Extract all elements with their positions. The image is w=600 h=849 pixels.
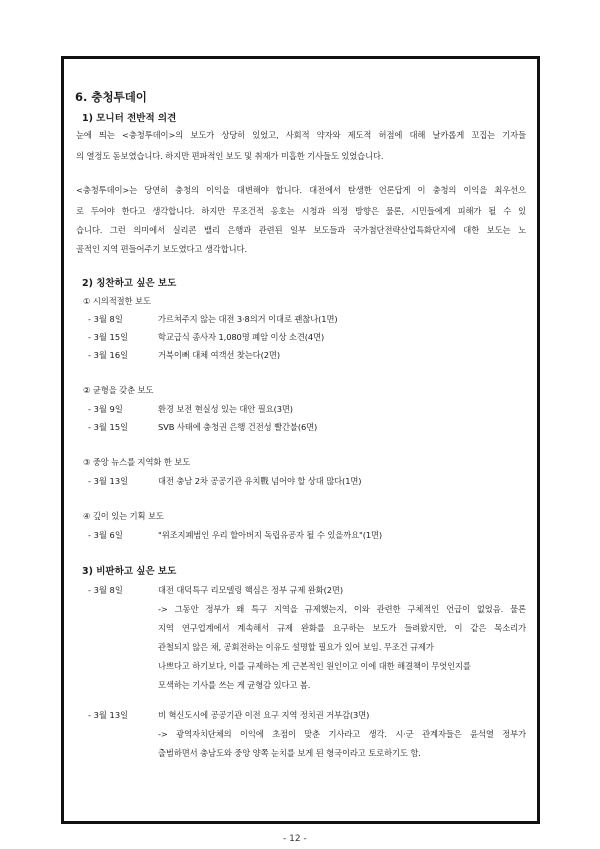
praise-item-date: - 3월 15일 (88, 422, 129, 432)
praise-group-title: ① 시의적절한 보도 (83, 296, 151, 306)
praise-item-date: - 3월 9일 (88, 404, 123, 414)
criticism-item-line: 출범하면서 충남도와 중앙 양쪽 눈치를 보게 된 형국이라고 토로하기도 함. (158, 748, 421, 758)
criticism-item-title: 대전 대덕특구 리모델링 핵심은 정부 규제 완화(2면) (158, 585, 343, 595)
criticism-item-line: -> 그동안 정부가 왜 특구 지역을 규제했는지, 이와 관련한 구체적인 언급이 없었음. 물론 (158, 604, 526, 614)
monitor-para2-line: 로 두어야 한다고 생각합니다. 하지만 무조건적 옹호는 시청과 의정 방향은 물론, 시민들에게 피해가 될 수 있 (76, 206, 526, 216)
criticism-item-title: 비 혁신도시에 공공기관 이전 요구 지역 정치권 거부감(3면) (158, 710, 370, 720)
praise-group-title: ③ 중앙 뉴스를 지역화 한 보도 (83, 457, 191, 467)
praise-item-text: 학교급식 종사자 1,080명 폐암 이상 소견(4면) (158, 332, 325, 342)
criticism-item-line: 지역 연구업계에서 계속해서 규제 완화를 요구하는 보도가 들려왔지만, 이 같은 목소리가 (158, 623, 526, 633)
criticism-item-line: 모색하는 기사를 쓰는 게 균형감 있다고 봄. (158, 680, 311, 690)
praise-item-date: - 3월 13일 (88, 476, 129, 486)
monitor-para1-line: 의 열정도 돋보였습니다. 하지만 편파적인 보도 및 취재가 미흡한 기사들도 있었습니다. (76, 151, 384, 161)
criticism-item-date: - 3월 13일 (88, 710, 129, 720)
monitor-para2-line: 습니다. 그런 의미에서 실리콘 밸리 은행과 관련된 일부 보도들과 국가첨단전략산업특화단지에 대한 보도는 노 (76, 225, 526, 235)
praise-group-title: ② 균형을 갖춘 보도 (83, 385, 154, 395)
praise-item-text: 거북이뻐 대체 여객선 찾는다(2면) (158, 350, 280, 360)
praise-item-date: - 3월 8일 (88, 314, 123, 324)
monitor-heading: 1) 모니터 전반적 의견 (82, 113, 177, 124)
monitor-para2-line: <충청투데이>는 당연히 충청의 이익을 대변해야 합니다. 대전에서 탄생한 언론답게 이 충청의 이익을 최우선으 (76, 185, 526, 195)
section-title: 6. 충청투데이 (75, 90, 147, 104)
praise-item-date: - 3월 16일 (88, 350, 129, 360)
criticism-item-date: - 3월 8일 (88, 585, 123, 595)
praise-group-title: ④ 깊이 있는 기획 보도 (83, 511, 164, 521)
criticism-heading: 3) 비판하고 싶은 보도 (82, 566, 177, 577)
praise-item-text: "위조지폐범인 우리 할아버지 독립유공자 될 수 있을까요"(1면) (158, 530, 383, 540)
monitor-para1-line: 눈에 띄는 <충청투데이>의 보도가 상당히 있었고, 사회적 약자와 제도적 허점에 대해 날카롭게 꼬집는 기자들 (76, 130, 526, 140)
praise-item-text: 대전 충남 2차 공공기관 유치戰 넘어야 할 상대 많다(1면) (158, 476, 362, 486)
criticism-item-line: 관철되지 않은 채, 공회전하는 이유도 설명할 필요가 있어 보임. 무조건 규제가 (158, 642, 434, 652)
praise-item-date: - 3월 15일 (88, 332, 129, 342)
page-number: - 12 - (283, 834, 307, 844)
praise-item-date: - 3월 6일 (88, 530, 123, 540)
praise-item-text: 환경 보전 현실성 있는 대안 필요(3면) (158, 404, 293, 414)
criticism-item-line: 나쁘다고 하기보다, 이를 규제하는 게 근본적인 원인이고 이에 대한 해결책이 무엇인지를 (158, 661, 471, 671)
praise-item-text: SVB 사태에 충청권 은행 건전성 빨간불(6면) (158, 422, 318, 432)
monitor-para2-line: 골적인 지역 편들어주기 보도였다고 생각합니다. (76, 244, 247, 254)
praise-item-text: 가르쳐주지 않는 대전 3·8의거 이대로 괜찮나(1면) (158, 314, 338, 324)
criticism-item-line: -> 광역자치단체의 이익에 초점이 맞춘 기사라고 생각. 시·군 관계자들은 윤석열 정부가 (158, 729, 526, 739)
praise-heading: 2) 칭찬하고 싶은 보도 (82, 278, 177, 289)
